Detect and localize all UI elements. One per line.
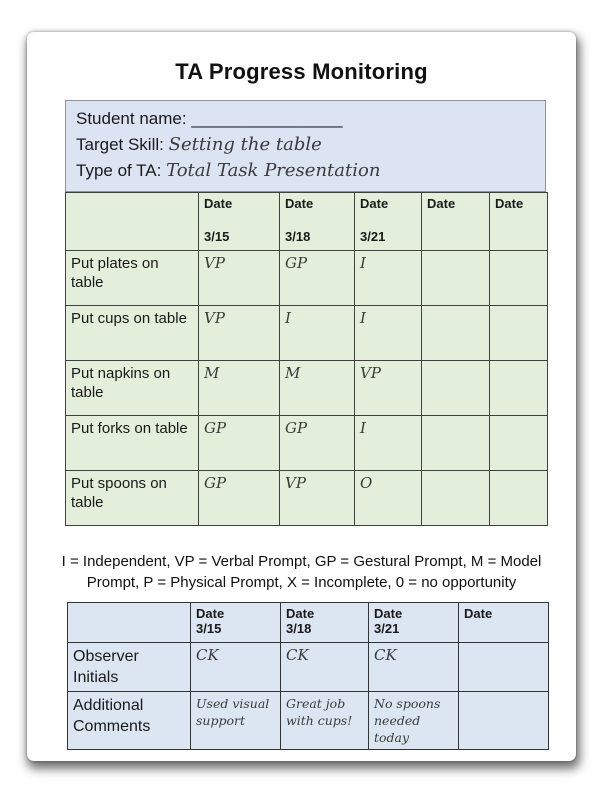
date-header-cell: Date (490, 193, 548, 251)
entry-cell (490, 416, 548, 471)
task-row (66, 251, 548, 306)
task-row (66, 361, 548, 416)
target-skill-line (76, 132, 535, 158)
entry-cell (490, 471, 548, 526)
date-header-cell: Date 3/21 (355, 193, 422, 251)
task-label: Put napkins on table (66, 361, 199, 416)
date-header-cell: Date 3/15 (199, 193, 280, 251)
entry-cell (422, 471, 490, 526)
entry-cell: GP (199, 471, 280, 526)
corner-cell (68, 603, 191, 643)
entry-cell: VP (199, 251, 280, 306)
student-name-label: Student name: (76, 109, 187, 128)
task-row (66, 416, 548, 471)
date-header-cell: Date 3/18 (281, 603, 369, 643)
entry-cell (490, 361, 548, 416)
entry-cell: I (355, 306, 422, 361)
entry-cell: VP (280, 471, 355, 526)
comment-cell: No spoons needed today (369, 692, 459, 750)
page-title: TA Progress Monitoring (175, 59, 428, 84)
progress-table (65, 192, 548, 526)
comment-cell (459, 692, 549, 750)
entry-cell: VP (355, 361, 422, 416)
initials-cell: CK (191, 643, 281, 692)
entry-cell: GP (199, 416, 280, 471)
initials-cell (459, 643, 549, 692)
type-of-ta-line (76, 158, 535, 184)
entry-cell (422, 306, 490, 361)
entry-cell (490, 306, 548, 361)
legend-text: I = Independent, VP = Verbal Prompt, GP = Gestural Prompt, M = Model Prompt, P = Physical Prompt, X = Incomplete, 0 = no opportunity (61, 553, 542, 591)
entry-cell: GP (280, 251, 355, 306)
entry-cell: O (355, 471, 422, 526)
task-label: Put plates on table (66, 251, 199, 306)
entry-cell: I (355, 251, 422, 306)
date-header-cell: Date 3/18 (280, 193, 355, 251)
entry-cell: VP (199, 306, 280, 361)
entry-cell: M (280, 361, 355, 416)
entry-cell (422, 251, 490, 306)
corner-cell (66, 193, 199, 251)
form-page (27, 32, 576, 761)
entry-cell: M (199, 361, 280, 416)
row-label: Observer Initials (68, 643, 191, 692)
type-of-ta-label: Type of TA: (76, 161, 162, 180)
target-skill-label: Target Skill: (76, 135, 164, 154)
date-header-cell: Date 3/21 (369, 603, 459, 643)
initials-cell: CK (281, 643, 369, 692)
task-label: Put spoons on table (66, 471, 199, 526)
date-header-cell: Date 3/15 (191, 603, 281, 643)
task-row (66, 471, 548, 526)
additional-comments-row (68, 692, 549, 750)
task-label: Put forks on table (66, 416, 199, 471)
entry-cell (422, 361, 490, 416)
comment-cell: Great job with cups! (281, 692, 369, 750)
comment-cell: Used visual support (191, 692, 281, 750)
type-of-ta-value: Total Task Presentation (166, 160, 381, 181)
task-row (66, 306, 548, 361)
student-name-blank: ________________ (191, 109, 343, 128)
task-label: Put cups on table (66, 306, 199, 361)
entry-cell (422, 416, 490, 471)
student-name-line (76, 106, 535, 132)
progress-header-row (66, 193, 548, 251)
student-info-box (65, 100, 546, 192)
initials-cell: CK (369, 643, 459, 692)
observer-initials-row (68, 643, 549, 692)
observer-header-row (68, 603, 549, 643)
entry-cell: I (355, 416, 422, 471)
date-header-cell: Date (459, 603, 549, 643)
entry-cell (490, 251, 548, 306)
entry-cell: GP (280, 416, 355, 471)
entry-cell: I (280, 306, 355, 361)
date-header-cell: Date (422, 193, 490, 251)
row-label: Additional Comments (68, 692, 191, 750)
target-skill-value: Setting the table (168, 134, 322, 155)
observer-table (67, 602, 549, 750)
